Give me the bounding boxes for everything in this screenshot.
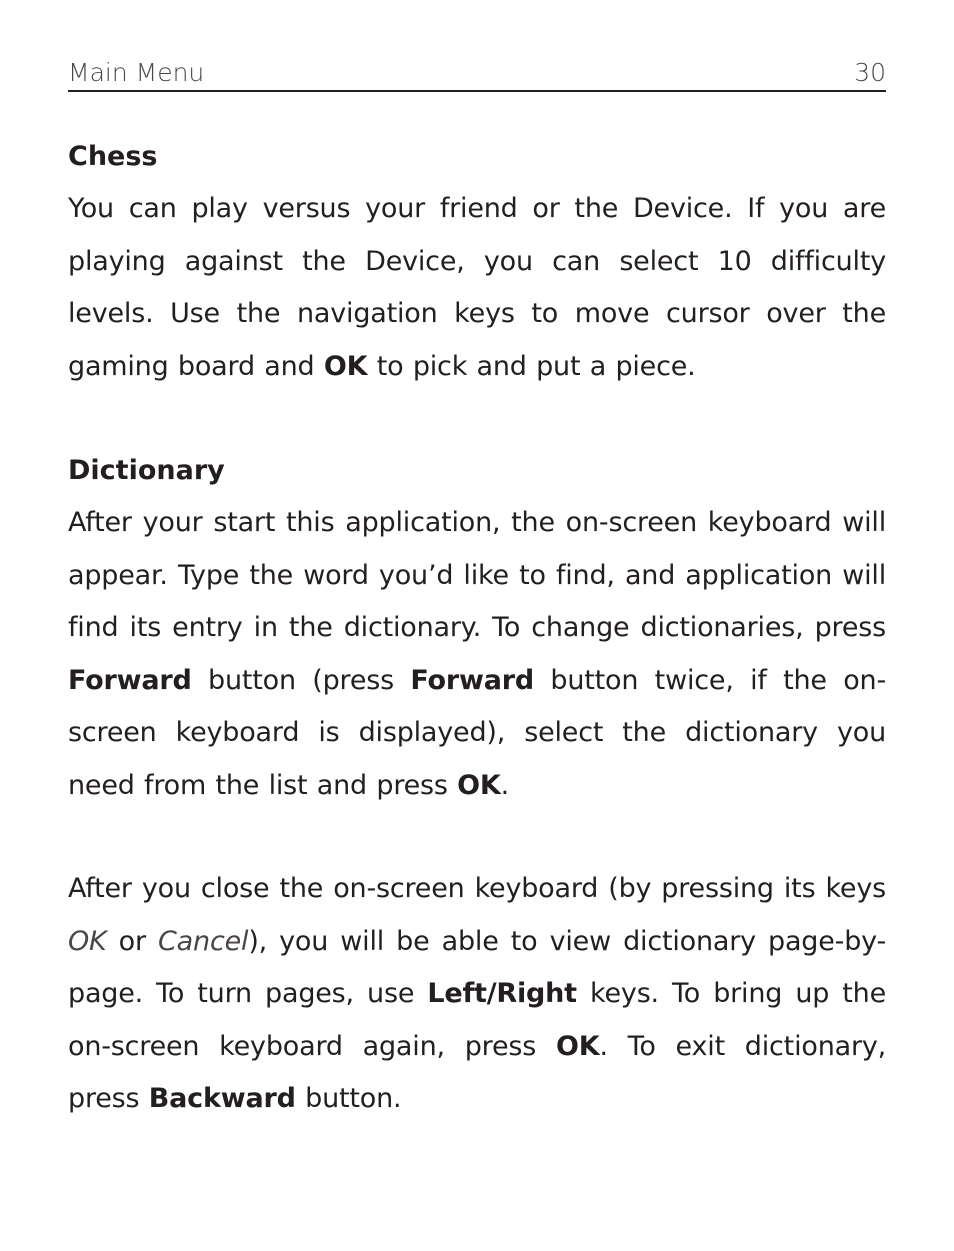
key-label-cancel: Cancel: [158, 925, 249, 957]
text-run: You can play versus your friend or the Device. If you are playing against the Device, you can select 10 difficulty levels. Use the navigation keys to move cursor over the gaming board and: [68, 193, 886, 382]
chess-paragraph: [68, 183, 886, 393]
text-run: ), you will be able to view dictionary page-by-page. To turn pages, use: [68, 925, 886, 1009]
text-run: keys. To bring up the on-screen keyboard again, press: [68, 978, 886, 1062]
text-run: button.: [295, 1083, 402, 1114]
text-run: After your start this application, the on-screen keyboard will appear. Type the word you’d like to find, and application will find its entry in the dictionary. To change dictionaries, press: [68, 507, 886, 643]
key-name-left-right: Left/Right: [427, 978, 577, 1009]
text-run: . To exit dictionary, press: [68, 1030, 887, 1114]
text-run: After you close the on-screen keyboard (by pressing its keys: [68, 873, 886, 904]
key-name-ok: OK: [457, 769, 501, 801]
text-run: button twice, if the on-screen keyboard is displayed), select the dictionary you need from the list and press: [68, 664, 886, 801]
dictionary-paragraph-1: [68, 497, 886, 812]
page-number: 30: [854, 58, 886, 87]
page-header: [68, 57, 886, 92]
key-name-ok: OK: [323, 350, 368, 382]
key-name-forward: Forward: [410, 664, 535, 696]
key-name-ok: OK: [555, 1030, 600, 1062]
document-page: [68, 0, 886, 1251]
text-run: or: [106, 925, 159, 957]
key-name-forward: Forward: [68, 664, 192, 696]
text-run: button (press: [191, 664, 411, 696]
key-label-ok: OK: [68, 925, 107, 957]
text-run: to pick and put a piece.: [367, 350, 696, 382]
header-title: Main Menu: [68, 58, 205, 87]
section-heading-dictionary: Dictionary: [68, 455, 225, 486]
text-run: .: [500, 769, 510, 801]
section-heading-chess: Chess: [68, 141, 158, 172]
dictionary-paragraph-2: [68, 863, 886, 1126]
key-name-backward: Backward: [148, 1083, 296, 1114]
